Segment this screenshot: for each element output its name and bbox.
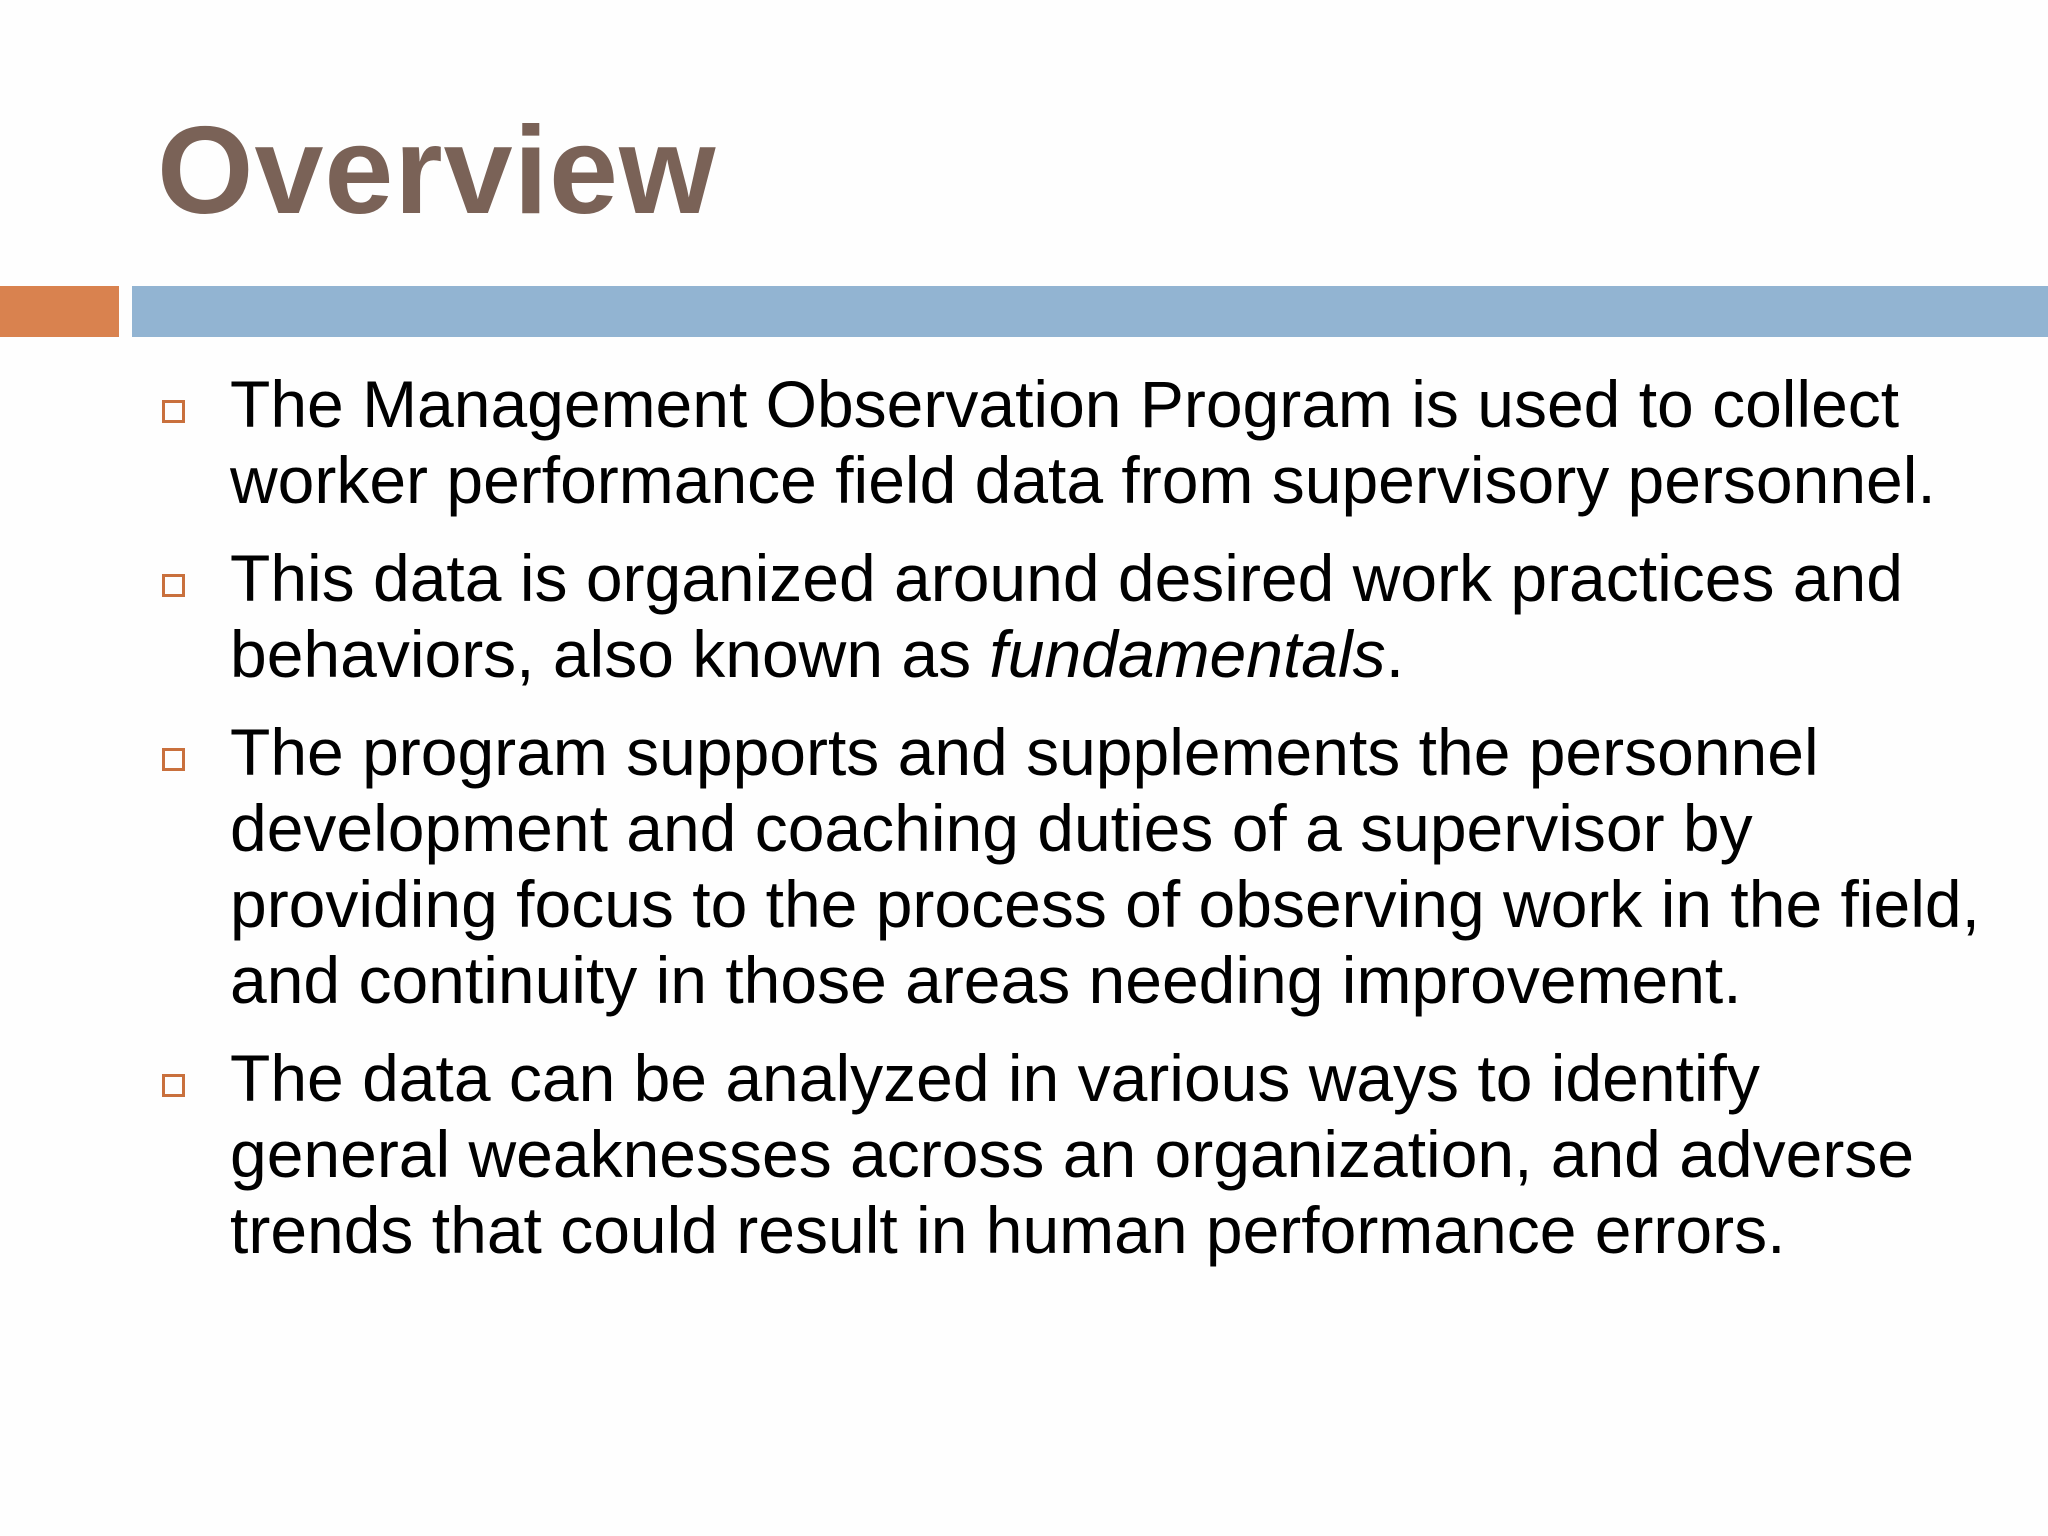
bullet-text: This data is organized around desired work practices and behaviors, also known as [230,541,1903,691]
hollow-square-icon [162,1074,185,1097]
bullet-emphasis: fundamentals [989,617,1386,691]
bullet-list [0,366,2048,1290]
bullet-item [0,714,2048,1018]
bullet-item [0,366,2048,518]
bullet-item [0,540,2048,692]
slide-title: Overview [157,102,717,240]
hollow-square-icon [162,400,185,423]
bullet-text: The Management Observation Program is used to collect worker performance field data from supervisory personnel. [230,367,1936,517]
hollow-square-icon [162,748,185,771]
accent-bar-orange [0,286,119,337]
bullet-text-end: . [1385,617,1405,691]
hollow-square-icon [162,574,185,597]
bullet-item [0,1040,2048,1268]
bullet-text: The program supports and supplements the personnel development and coaching duties of a supervisor by providing focus to the process of observing work in the field, and continuity in those areas needing improvement. [230,715,1980,1017]
bullet-text: The data can be analyzed in various ways to identify general weaknesses across an organization, and adverse trends that could result in human performance errors. [230,1041,1915,1267]
accent-bar-blue [132,286,2048,337]
